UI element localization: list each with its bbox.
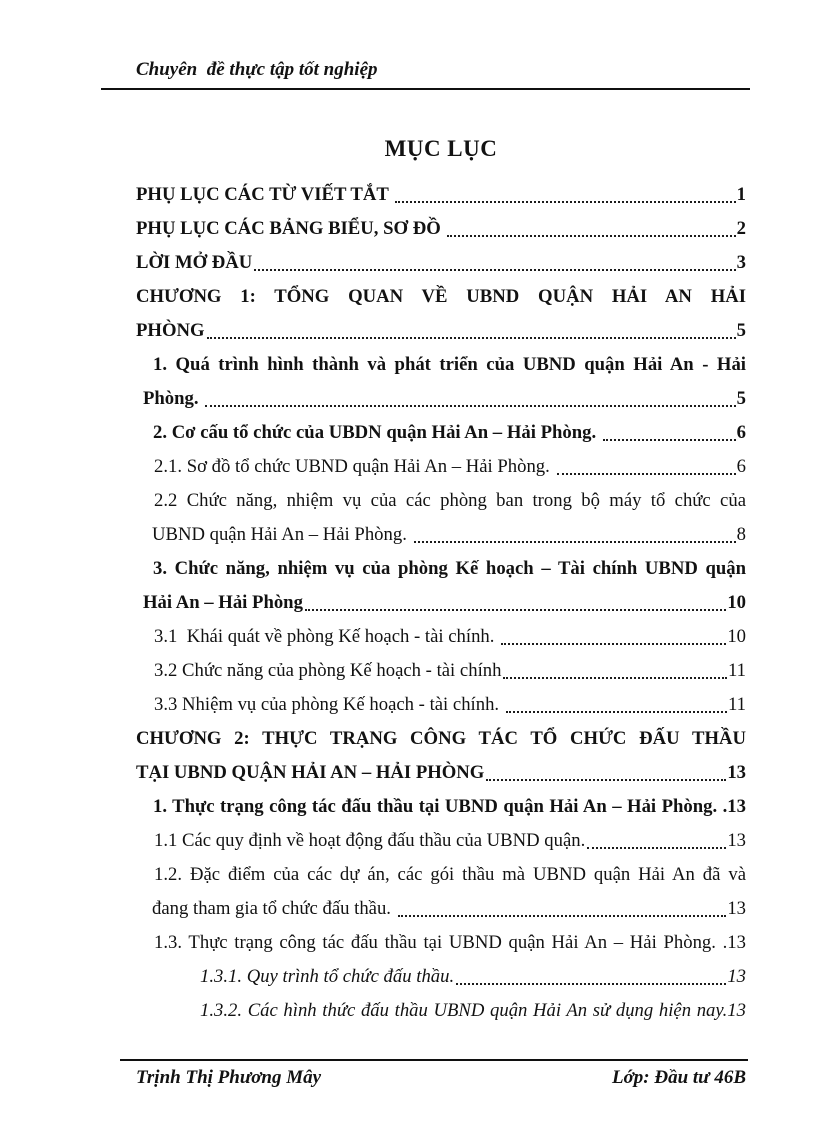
header-rule — [101, 88, 750, 90]
footer-class: Lớp: Đầu tư 46B — [611, 1067, 746, 1088]
header-running-title: Chuyên đề thực tập tốt nghiệp — [136, 59, 378, 80]
dot-leader — [395, 201, 735, 203]
toc-page-number: 2 — [736, 218, 746, 239]
toc-line — [136, 212, 746, 246]
dot-leader — [205, 405, 735, 407]
toc-line: 1.3.2. Các hình thức đấu thầu UBND quận Hải An sử dụng hiện nay.13 — [200, 1000, 746, 1021]
toc-entry-text: PHỤ LỤC CÁC TỪ VIẾT TẮT — [136, 184, 394, 205]
toc-line: CHƯƠNG 2: THỰC TRẠNG CÔNG TÁC TỔ CHỨC ĐẤU THẦU — [136, 728, 746, 749]
toc-line — [136, 824, 746, 858]
toc-line — [136, 756, 746, 790]
dot-leader — [486, 779, 726, 781]
footer-author: Trịnh Thị Phương Mây — [136, 1067, 322, 1088]
dot-leader — [503, 677, 727, 679]
toc-line: 1. Quá trình hình thành và phát triển của UBND quận Hải An - Hải — [153, 354, 746, 375]
dot-leader — [305, 609, 726, 611]
toc-entry-text: Hải An – Hải Phòng — [143, 592, 303, 613]
toc-line — [136, 688, 746, 722]
dot-leader — [207, 337, 736, 339]
toc-page-number: 13 — [727, 898, 746, 919]
toc-page-number: 10 — [727, 592, 746, 613]
toc-line — [136, 416, 746, 450]
toc-page-number: 5 — [736, 388, 746, 409]
toc-page-number: 11 — [728, 660, 746, 681]
toc-line — [136, 518, 746, 552]
toc-line — [136, 892, 746, 926]
dot-leader — [398, 915, 727, 917]
toc-entry-text: 3.1 Khái quát về phòng Kế hoạch - tài chính. — [154, 626, 500, 647]
dot-leader — [501, 643, 726, 645]
dot-leader — [447, 235, 735, 237]
toc-line — [136, 450, 746, 484]
dot-leader — [557, 473, 736, 475]
toc-entry-text: UBND quận Hải An – Hải Phòng. — [152, 524, 412, 545]
toc-page-number: 3 — [736, 252, 746, 273]
toc-entry-text: PHÒNG — [136, 320, 205, 341]
toc-line — [136, 382, 746, 416]
toc-list — [136, 178, 746, 1028]
toc-line — [136, 654, 746, 688]
toc-page-number: 8 — [736, 524, 746, 545]
toc-line: 2.2 Chức năng, nhiệm vụ của các phòng ban trong bộ máy tổ chức của — [154, 490, 746, 511]
toc-line — [136, 620, 746, 654]
toc-entry-text: PHỤ LỤC CÁC BẢNG BIỂU, SƠ ĐỒ — [136, 218, 446, 239]
toc-page-number: 11 — [728, 694, 746, 715]
dot-leader — [254, 269, 735, 271]
toc-line — [136, 586, 746, 620]
toc-line: 1.2. Đặc điểm của các dự án, các gói thầu mà UBND quận Hải An đã và — [154, 864, 746, 885]
toc-entry-text: Phòng. — [143, 388, 204, 409]
toc-page-number: 6 — [736, 456, 746, 477]
toc-line: 1. Thực trạng công tác đấu thầu tại UBND quận Hải An – Hải Phòng. .13 — [153, 796, 746, 817]
toc-line — [136, 246, 746, 280]
toc-entry-text: 1.1 Các quy định về hoạt động đấu thầu của UBND quận. — [154, 830, 586, 851]
toc-line — [136, 960, 746, 994]
toc-page-number: 13 — [727, 966, 746, 987]
toc-entry-text: đang tham gia tổ chức đấu thầu. — [152, 898, 396, 919]
dot-leader — [603, 439, 736, 441]
toc-page-number: 13 — [727, 762, 746, 783]
dot-leader — [587, 847, 726, 849]
toc-line: 1.3. Thực trạng công tác đấu thầu tại UBND quận Hải An – Hải Phòng. .13 — [154, 932, 746, 953]
toc-line: CHƯƠNG 1: TỔNG QUAN VỀ UBND QUẬN HẢI AN HẢI — [136, 286, 746, 307]
toc-entry-text: LỜI MỞ ĐẦU — [136, 252, 253, 273]
toc-line — [136, 314, 746, 348]
toc-line — [136, 178, 746, 212]
toc-page-number: 1 — [736, 184, 746, 205]
footer — [136, 1066, 746, 1090]
toc-page-number: 10 — [727, 626, 746, 647]
toc-entry-text: 2.1. Sơ đồ tổ chức UBND quận Hải An – Hải Phòng. — [154, 456, 555, 477]
toc-page-number: 5 — [736, 320, 746, 341]
dot-leader — [456, 983, 726, 985]
footer-rule — [120, 1059, 748, 1061]
dot-leader — [414, 541, 736, 543]
toc-page-number: 13 — [727, 830, 746, 851]
page-title: MỤC LỤC — [384, 136, 498, 161]
toc-entry-text: 1.3.1. Quy trình tổ chức đấu thầu. — [200, 966, 455, 987]
toc-entry-text: 3.3 Nhiệm vụ của phòng Kế hoạch - tài chính. — [154, 694, 504, 715]
toc-page-number: 6 — [736, 422, 746, 443]
toc-entry-text: 2. Cơ cấu tổ chức của UBDN quận Hải An – Hải Phòng. — [153, 422, 601, 443]
toc-entry-text: TẠI UBND QUẬN HẢI AN – HẢI PHÒNG — [136, 762, 485, 783]
toc-entry-text: 3.2 Chức năng của phòng Kế hoạch - tài chính — [154, 660, 502, 681]
toc-line: 3. Chức năng, nhiệm vụ của phòng Kế hoạch – Tài chính UBND quận — [153, 558, 746, 579]
dot-leader — [506, 711, 727, 713]
